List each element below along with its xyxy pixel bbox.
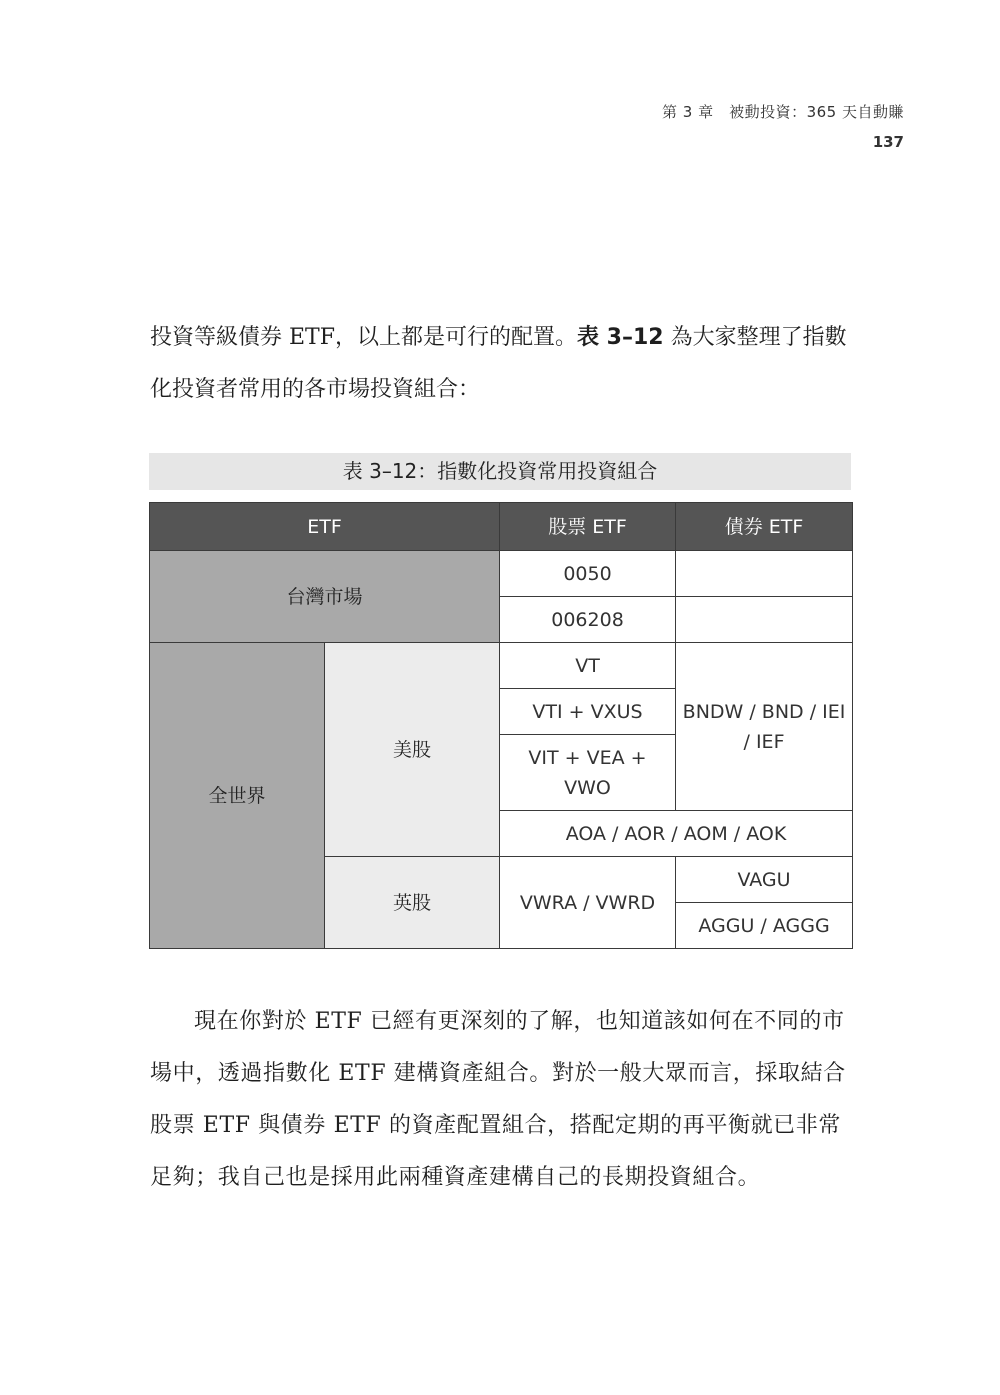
taiwan-stock-etf: 006208 bbox=[500, 597, 676, 643]
header-stock-etf: 股票 ETF bbox=[500, 503, 676, 551]
uk-stock-etf: VWRA / VWRD bbox=[500, 857, 676, 949]
taiwan-stock-etf: 0050 bbox=[500, 551, 676, 597]
table-reference: 表 3–12 bbox=[577, 325, 664, 350]
market-world: 全世界 bbox=[150, 643, 325, 949]
table-row bbox=[150, 551, 853, 597]
closing-paragraph: 現在你對於 ETF 已經有更深刻的了解，也知道該如何在不同的市場中，透過指數化 ETF 建構資產組合。對於一般大眾而言，採取結合股票 ETF 與債券 ETF 的資產配置組合，搭配定期的再平衡就已非常足夠；我自己也是採用此兩種資產建構自己的長期投資組合。 bbox=[150, 1009, 846, 1190]
header-etf: ETF bbox=[150, 503, 500, 551]
taiwan-bond-etf bbox=[676, 597, 853, 643]
taiwan-bond-etf bbox=[676, 551, 853, 597]
market-taiwan: 台灣市場 bbox=[150, 551, 500, 643]
page-number: 137 bbox=[872, 133, 904, 151]
uk-bond-etf: VAGU bbox=[676, 857, 853, 903]
etf-portfolio-table bbox=[149, 502, 853, 949]
running-head: 第 3 章 被動投資：365 天自動賺 bbox=[662, 103, 904, 121]
table-caption: 表 3–12：指數化投資常用投資組合 bbox=[149, 453, 851, 490]
intro-paragraph bbox=[150, 312, 852, 416]
us-stock-etf: VIT + VEA + VWO bbox=[500, 735, 676, 811]
us-stock-etf: VT bbox=[500, 643, 676, 689]
uk-bond-etf: AGGU / AGGG bbox=[676, 903, 853, 949]
header-bond-etf: 債券 ETF bbox=[676, 503, 853, 551]
market-uk: 英股 bbox=[325, 857, 500, 949]
intro-text-end: 為大家整理了指數化投資者常用的各市場投資組合： bbox=[150, 325, 847, 402]
market-us: 美股 bbox=[325, 643, 500, 857]
table-header-row bbox=[150, 503, 853, 551]
us-bond-etf: BNDW / BND / IEI / IEF bbox=[676, 643, 853, 811]
us-mixed-etf: AOA / AOR / AOM / AOK bbox=[500, 811, 853, 857]
us-stock-etf: VTI + VXUS bbox=[500, 689, 676, 735]
intro-text-start: 投資等級債券 ETF，以上都是可行的配置。 bbox=[150, 325, 577, 350]
table-row bbox=[150, 643, 853, 689]
